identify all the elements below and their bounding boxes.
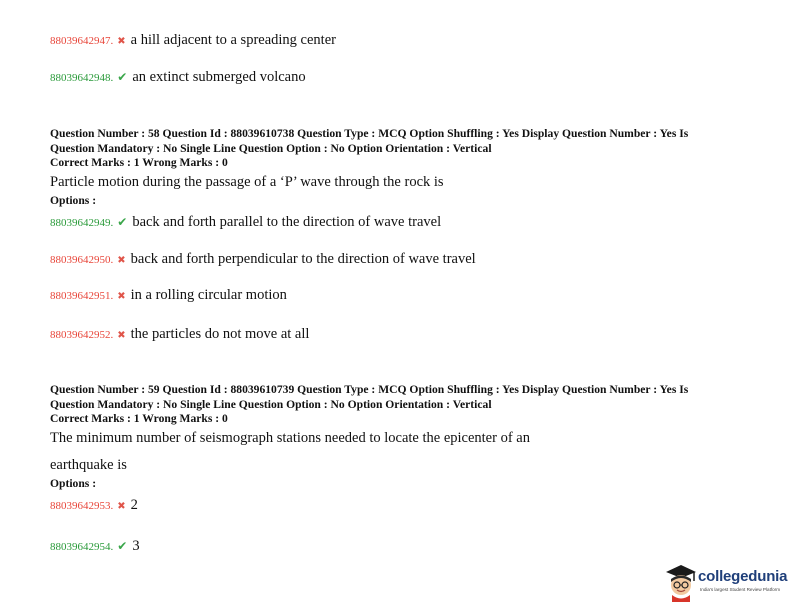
question-meta-line: Question Number : 58 Question Id : 88039610738 Question Type : MCQ Option Shuffling : Yes Display Question Number : Yes Is (50, 127, 689, 140)
question-text: Particle motion during the passage of a ‘P’ wave through the rock is (50, 174, 444, 190)
option-text: back and forth perpendicular to the direction of wave travel (130, 251, 476, 267)
options-label: Options : (50, 194, 97, 207)
option-text: 3 (132, 538, 140, 554)
option-id: 88039642950. (50, 254, 114, 266)
logo-name: collegedunia (698, 568, 788, 585)
option-row (50, 251, 476, 268)
option-row (50, 214, 441, 231)
option-row (50, 538, 140, 555)
option-id: 88039642951. (50, 290, 114, 302)
option-id: 88039642952. (50, 329, 114, 341)
graduate-mascot-icon (664, 562, 698, 602)
question-meta-line: Question Number : 59 Question Id : 88039610739 Question Type : MCQ Option Shuffling : Yes Display Question Number : Yes Is (50, 383, 689, 396)
option-row (50, 497, 138, 514)
cross-icon: ✖ (117, 255, 126, 266)
option-text: in a rolling circular motion (130, 287, 287, 303)
cross-icon: ✖ (117, 36, 126, 47)
question-meta (50, 383, 688, 427)
check-icon: ✔ (117, 215, 128, 229)
option-id: 88039642954. (50, 541, 114, 553)
question-meta-line: Question Mandatory : No Single Line Question Option : No Option Orientation : Vertical (50, 397, 492, 411)
option-id: 88039642949. (50, 217, 114, 229)
option-text: a hill adjacent to a spreading center (130, 32, 336, 48)
option-text: back and forth parallel to the direction of wave travel (132, 214, 442, 230)
options-label: Options : (50, 477, 97, 490)
option-row (50, 69, 306, 86)
logo-tagline: India's largest Student Review Platform (700, 587, 781, 592)
option-id: 88039642948. (50, 72, 114, 84)
option-text: the particles do not move at all (130, 326, 310, 342)
check-icon: ✔ (117, 539, 128, 553)
question-meta (50, 127, 688, 171)
question-marks: Correct Marks : 1 Wrong Marks : 0 (50, 156, 228, 169)
option-text: 2 (130, 497, 138, 513)
option-text: an extinct submerged volcano (132, 69, 306, 85)
option-row (50, 32, 336, 49)
cross-icon: ✖ (117, 330, 126, 341)
question-text: earthquake is (50, 457, 127, 473)
option-id: 88039642947. (50, 35, 114, 47)
question-text: The minimum number of seismograph stations needed to locate the epicenter of an (50, 430, 530, 446)
option-row (50, 326, 309, 343)
cross-icon: ✖ (117, 291, 126, 302)
question-marks: Correct Marks : 1 Wrong Marks : 0 (50, 412, 228, 425)
question-meta-line: Question Mandatory : No Single Line Question Option : No Option Orientation : Vertical (50, 141, 492, 155)
option-id: 88039642953. (50, 500, 114, 512)
collegedunia-logo (664, 562, 786, 604)
cross-icon: ✖ (117, 501, 126, 512)
check-icon: ✔ (117, 70, 128, 84)
option-row (50, 287, 287, 304)
